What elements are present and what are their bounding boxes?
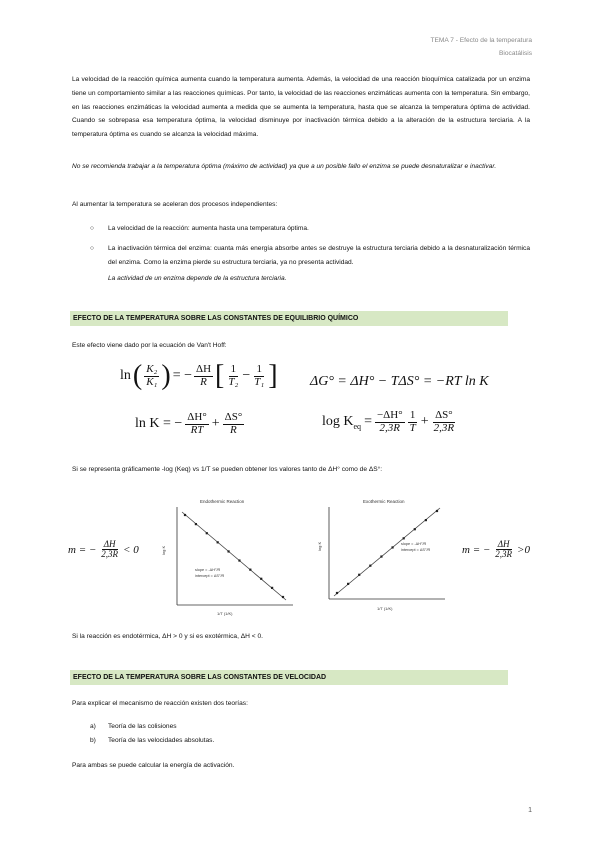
trend-line — [334, 508, 440, 596]
chart-annotation: intercept = ΔS°/R — [401, 548, 431, 552]
data-point — [336, 592, 338, 594]
plot-explanation: Si se representa gráficamente -log (Keq) vs 1/T se pueden obtener los valores tanto de ΔH° como de ΔS°: — [72, 466, 383, 473]
trend-line — [182, 512, 286, 600]
data-point — [425, 519, 427, 521]
slope-positive-equation: m = − $\frac{\Delta H}{2,3R}$ >0 — [462, 539, 530, 560]
slope-negative-equation: m = − $\frac{\Delta H}{2,3R}$ < 0 — [68, 539, 139, 560]
activation-energy-note: Para ambas se puede calcular la energía de activación. — [72, 762, 235, 769]
data-point — [271, 587, 273, 589]
intro-paragraph: La velocidad de la reacción química aumenta cuando la temperatura aumenta. Además, la velocidad de una reacción bioquímica catalizada por un enzima tiene un comportamiento similar a las reacciones químicas. Por tanto, la velocidad de las reacciones enzimáticas aumenta con la temperatura. Sin embargo, en las reacciones enzimáticas la velocidad aumenta a medida que se aumenta la temperatura, hasta que se alcanza la temperatura óptima de actividad. Cuando se sobrepasa esa temperatura óptima, la velocidad disminuye por inactivación térmica debido a la alteración de la estructura terciaria. A la temperatura óptima es cuando se alcanza la velocidad máxima. — [72, 76, 530, 139]
chart-annotation: slope = -ΔH°/R — [401, 542, 427, 546]
data-point — [380, 555, 382, 557]
list-item — [90, 723, 177, 730]
list-item: ○ La velocidad de la reacción: aumenta hasta una temperatura óptima. — [90, 222, 530, 236]
data-point — [282, 596, 284, 598]
chart-title: Endothermic Reaction — [200, 499, 245, 504]
theories-lead: Para explicar el mecanismo de reacción existen dos teorías: — [72, 700, 248, 707]
list-marker: a) — [90, 723, 96, 730]
data-point — [195, 523, 197, 525]
data-point — [217, 541, 219, 543]
data-point — [347, 583, 349, 585]
vanthoff-lead: Este efecto viene dado por la ecuación de Van't Hoff: — [72, 342, 227, 349]
page-number: 1 — [528, 807, 532, 814]
data-point — [249, 569, 251, 571]
vanthoff-equation: ln ( $\frac{\text{K₂}}{\text{K₁}}$ ) = − $\frac{\Delta H}{R}$ [ $\frac{1}{\text{T₂}}$ − $\frac{1}{\text{T₁}}$ ] — [120, 360, 278, 391]
x-axis-label: 1/T (1/K) — [377, 606, 393, 611]
data-point — [358, 574, 360, 576]
list-item-text: Teoría de las velocidades absolutas. — [108, 737, 215, 744]
bullet-circle-icon: ○ — [90, 225, 94, 232]
chart-annotation: slope = -ΔH°/R — [195, 568, 221, 572]
bullet-circle-icon: ○ — [90, 245, 94, 252]
x-axis-label: 1/T (1/K) — [217, 611, 233, 616]
list-item: ○ La inactivación térmica del enzima: cuanta más energía absorbe antes se destruye la estructura terciaria debido a la desnaturalización térmica del enzima. Como la enzima pierde su estructura terciaria, ya no presenta actividad. — [90, 242, 530, 269]
data-point — [206, 532, 208, 534]
data-point — [403, 537, 405, 539]
data-point — [414, 528, 416, 530]
lnk-equation: ln K = − $\frac{\Delta H^\circ}{RT}$ + $\frac{\Delta S^\circ}{R}$ — [135, 411, 243, 436]
exothermic-chart — [313, 493, 458, 623]
page-header — [430, 34, 532, 60]
data-point — [369, 565, 371, 567]
header-topic: TEMA 7 - Efecto de la temperatura — [430, 37, 532, 44]
data-point — [436, 510, 438, 512]
list-item-text: Teoría de las colisiones — [108, 723, 177, 730]
recommendation-paragraph: No se recomienda trabajar a la temperatura óptima (máximo de actividad) ya que a un posible fallo el enzima se puede desnaturalizar e inactivar. — [72, 163, 497, 170]
data-point — [227, 550, 229, 552]
chart-title: Exothermic Reaction — [363, 499, 405, 504]
list-marker: b) — [90, 737, 96, 744]
endothermic-chart — [155, 493, 300, 623]
data-point — [260, 578, 262, 580]
list-item — [90, 737, 215, 744]
y-axis-label: log K — [161, 545, 166, 555]
enthalpy-conclusion: Si la reacción es endotérmica, ΔH > 0 y si es exotérmica, ΔH < 0. — [72, 633, 263, 640]
header-subject: Biocatálisis — [499, 50, 532, 57]
section-heading-equilibrium: EFECTO DE LA TEMPERATURA SOBRE LAS CONSTANTES DE EQUILIBRIO QUÍMICO — [70, 311, 508, 326]
data-point — [391, 546, 393, 548]
data-point — [184, 514, 186, 516]
processes-lead: Al aumentar la temperatura se aceleran dos procesos independientes: — [72, 201, 278, 208]
logk-equation: $\log K_{eq}$ = $\frac{-\Delta H^\circ}{2,3R}$ $\frac{1}{T}$ + $\frac{\Delta S^\circ}{2,3R}$ — [322, 409, 455, 434]
structure-note: La actividad de un enzima depende de la estructura terciaria. — [108, 275, 287, 282]
gibbs-equation: ΔG° = ΔH° − TΔS° = −RT ln K — [310, 374, 489, 389]
data-point — [238, 559, 240, 561]
section-heading-rate-constants: EFECTO DE LA TEMPERATURA SOBRE LAS CONSTANTES DE VELOCIDAD — [70, 670, 508, 685]
y-axis-label: log K — [317, 541, 322, 551]
chart-annotation: intercept = ΔS°/R — [195, 574, 225, 578]
